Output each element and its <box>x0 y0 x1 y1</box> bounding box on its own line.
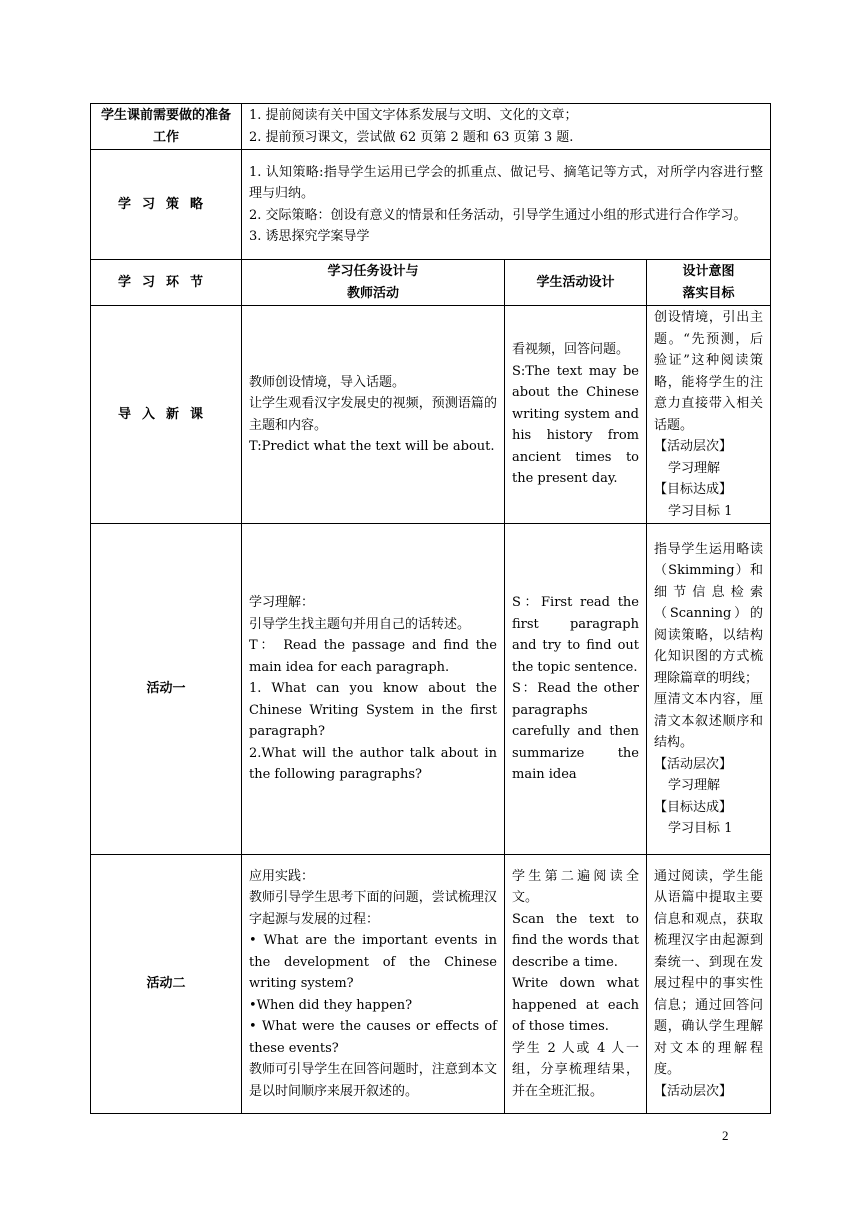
teacher-line: T： Read the passage and find the main idea for each paragraph. <box>249 638 497 675</box>
lesson-plan-table <box>90 103 771 1114</box>
teacher-line: T:Predict what the text will be about. <box>249 439 495 454</box>
strategy-item: 3. 诱思探究学案导学 <box>249 229 370 244</box>
teacher-line: 引导学生找主题句并用自己的话转述。 <box>249 616 471 632</box>
teacher-line: 1. What can you know about the Chinese Writing System in the first paragraph? <box>249 681 497 740</box>
intent-line: 学习目标 1 <box>668 503 733 519</box>
design-intent <box>647 524 771 855</box>
header-stage: 学习环节 <box>91 260 242 306</box>
header-teacher <box>242 260 505 306</box>
student-line: S：Read the other paragraphs carefully and then summarize the main idea <box>512 681 639 783</box>
stage-label: 活动二 <box>91 855 242 1114</box>
header-row <box>91 260 771 306</box>
prep-item: 2. 提前预习课文，尝试做 62 页第 2 题和 63 页第 3 题. <box>249 129 574 145</box>
intent-line: 学习理解 <box>668 460 721 476</box>
teacher-line: • What were the causes or effects of these events? <box>249 1019 497 1056</box>
teacher-line: 让学生观看汉字发展史的视频，预测语篇的主题和内容。 <box>249 396 497 433</box>
intent-line: 【目标达成】 <box>654 799 733 815</box>
intent-line: 【活动层次】 <box>654 1083 733 1099</box>
teacher-line: • What are the important events in the development of the Chinese writing system? <box>249 933 497 992</box>
student-line: 学生 2 人或 4 人一组，分享梳理结果，并在全班汇报。 <box>512 1040 639 1099</box>
student-line: Write down what happened at each of those times. <box>512 976 639 1035</box>
prep-label: 学生课前需要做的准备工作 <box>91 104 242 150</box>
strategy-item: 1. 认知策略:指导学生运用已学会的抓重点、做记号、摘笔记等方式，对所学内容进行整理与归纳。 <box>249 164 763 201</box>
teacher-line: •When did they happen? <box>249 997 413 1013</box>
intent-line: 指导学生运用略读（Skimming）和细节信息检索（Scanning）的阅读策略，以结构化知识图的方式梳理除篇章的明线； <box>654 541 763 686</box>
student-line: S:The text may be about the Chinese writing system and his history from ancient times to the present day. <box>512 363 639 487</box>
teacher-activity <box>242 524 505 855</box>
stage-label: 活动一 <box>91 524 242 855</box>
prep-content <box>242 104 771 150</box>
student-line: 看视频，回答问题。 <box>512 342 630 358</box>
intent-line: 创设情境，引出主题。“先预测，后验证”这种阅读策略，能将学生的注意力直接带入相关话题。 <box>654 310 763 433</box>
stage-label: 导入新课 <box>91 306 242 524</box>
intent-line: 学习理解 <box>668 778 721 793</box>
strategy-label: 学习策略 <box>91 150 242 260</box>
design-intent <box>647 855 771 1114</box>
header-teacher-line1: 学习任务设计与 <box>327 264 419 279</box>
teacher-activity <box>242 306 505 524</box>
header-intent <box>647 260 771 306</box>
intent-line: 【活动层次】 <box>654 756 733 772</box>
teacher-line: 教师引导学生思考下面的问题，尝试梳理汉字起源与发展的过程： <box>249 890 497 927</box>
row-intro <box>91 306 771 524</box>
intent-line: 厘清文本内容，厘清文本叙述顺序和结构。 <box>654 692 763 750</box>
intent-line: 【目标达成】 <box>654 482 733 497</box>
page-number: 2 <box>722 1128 729 1143</box>
student-line: Scan the text to find the words that describe a time. <box>512 911 639 970</box>
prep-item: 1. 提前阅读有关中国文字体系发展与文明、文化的文章； <box>249 108 578 123</box>
student-activity <box>505 306 647 524</box>
intent-line: 通过阅读，学生能从语篇中提取主要信息和观点，获取梳理汉字由起源到秦统一、到现在发展过程中的事实性信息；通过回答问题，确认学生理解对文本的理解程度。 <box>654 868 763 1078</box>
intent-line: 【活动层次】 <box>654 439 733 454</box>
teacher-line: 2.What will the author talk about in the following paragraphs? <box>249 745 497 783</box>
strategy-item: 2. 交际策略：创设有意义的情景和任务活动，引导学生通过小组的形式进行合作学习。 <box>249 207 747 223</box>
teacher-line: 教师创设情境，导入话题。 <box>249 374 406 390</box>
intent-line: 学习目标 1 <box>668 821 733 836</box>
student-line: 学生第二遍阅读全文。 <box>512 868 639 906</box>
header-teacher-line2: 教师活动 <box>346 285 399 301</box>
row-activity-2 <box>91 855 771 1114</box>
design-intent <box>647 306 771 524</box>
student-activity <box>505 524 647 855</box>
header-student: 学生活动设计 <box>505 260 647 306</box>
student-line: S：First read the first paragraph and try to find out the topic sentence. <box>512 595 639 675</box>
student-activity <box>505 855 647 1114</box>
header-intent-line2: 落实目标 <box>682 285 735 301</box>
strategy-content <box>242 150 771 260</box>
teacher-line: 应用实践： <box>249 868 315 884</box>
prep-row <box>91 104 771 150</box>
strategy-row <box>91 150 771 260</box>
teacher-line: 教师可引导学生在回答问题时，注意到本文是以时间顺序来展开叙述的。 <box>249 1062 497 1099</box>
teacher-activity <box>242 855 505 1114</box>
header-intent-line1: 设计意图 <box>682 264 735 279</box>
teacher-line: 学习理解： <box>249 595 315 611</box>
row-activity-1 <box>91 524 771 855</box>
